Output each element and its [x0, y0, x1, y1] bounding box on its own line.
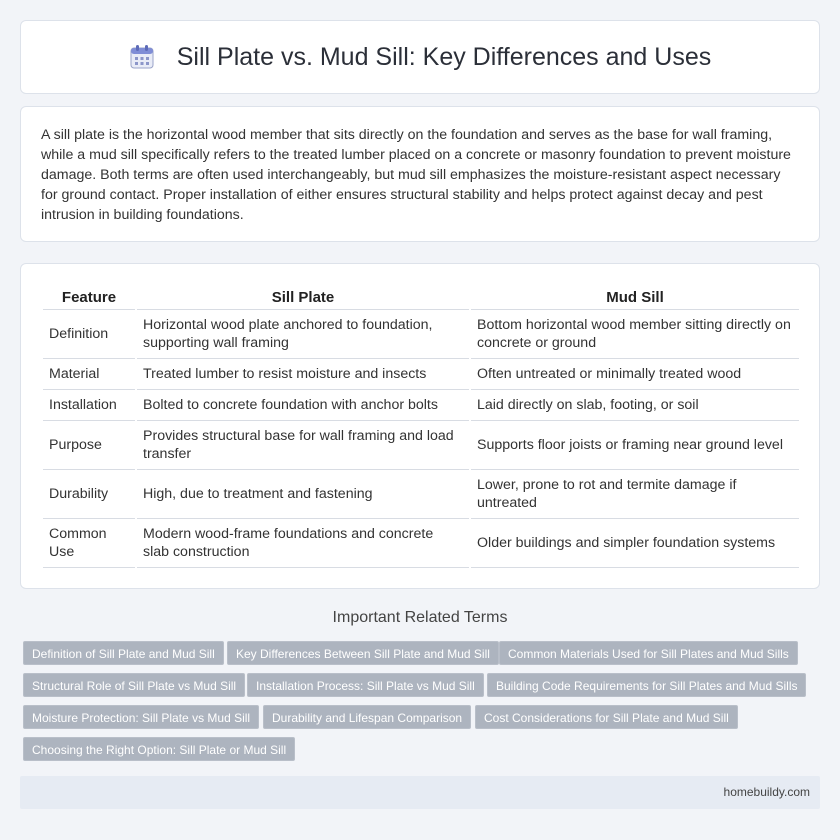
related-term-tag[interactable]: Building Code Requirements for Sill Plates and Mud Sills — [487, 673, 806, 697]
row-sill-plate: High, due to treatment and fastening — [136, 469, 470, 518]
table-row — [43, 309, 799, 358]
row-sill-plate: Horizontal wood plate anchored to foundation, supporting wall framing — [136, 309, 470, 358]
row-feature: Definition — [43, 309, 136, 358]
row-feature: Durability — [43, 469, 136, 518]
table-row — [43, 469, 799, 518]
row-mud-sill: Bottom horizontal wood member sitting directly on concrete or ground — [470, 309, 799, 358]
row-sill-plate: Modern wood-frame foundations and concrete slab construction — [136, 518, 470, 567]
header-mud-sill: Mud Sill — [470, 286, 799, 309]
related-terms-title: Important Related Terms — [332, 609, 508, 626]
page-title: Sill Plate vs. Mud Sill: Key Differences and Uses — [176, 42, 712, 71]
row-feature: Purpose — [43, 420, 136, 469]
comparison-table — [43, 286, 799, 568]
related-term-tag[interactable]: Definition of Sill Plate and Mud Sill — [23, 641, 224, 665]
row-mud-sill: Older buildings and simpler foundation systems — [470, 518, 799, 567]
row-mud-sill: Laid directly on slab, footing, or soil — [470, 389, 799, 420]
related-term-tag[interactable]: Common Materials Used for Sill Plates and Mud Sills — [499, 641, 798, 665]
calendar-icon — [129, 44, 155, 70]
table-row — [43, 420, 799, 469]
related-term-tag[interactable]: Structural Role of Sill Plate vs Mud Sill — [23, 673, 245, 697]
row-sill-plate: Provides structural base for wall framing and load transfer — [136, 420, 470, 469]
related-term-tag[interactable]: Cost Considerations for Sill Plate and Mud Sill — [475, 705, 738, 729]
header-feature: Feature — [43, 286, 136, 309]
row-mud-sill: Lower, prone to rot and termite damage if untreated — [470, 469, 799, 518]
footer-site-link[interactable]: homebuildy.com — [723, 785, 810, 799]
table-row — [43, 358, 799, 389]
related-term-tag[interactable]: Key Differences Between Sill Plate and Mud Sill — [227, 641, 499, 665]
row-mud-sill: Supports floor joists or framing near ground level — [470, 420, 799, 469]
intro-text: A sill plate is the horizontal wood member that sits directly on the foundation and serves as the base for wall framing, while a mud sill specifically refers to the treated lumber placed on a concrete or masonry foundation to prevent moisture damage. Both terms are often used interchangeably, but mud sill emphasizes the moisture-resistant aspect necessary for ground contact. Proper installation of either ensures structural stability and helps protect against decay and pest intrusion in building foundations. — [41, 127, 791, 223]
related-term-tag[interactable]: Installation Process: Sill Plate vs Mud Sill — [247, 673, 484, 697]
related-term-tag[interactable]: Durability and Lifespan Comparison — [263, 705, 471, 729]
row-mud-sill: Often untreated or minimally treated wood — [470, 358, 799, 389]
page-header — [20, 20, 820, 94]
table-row — [43, 518, 799, 567]
footer — [20, 776, 820, 809]
comparison-table-card — [20, 263, 820, 589]
related-term-tag[interactable]: Moisture Protection: Sill Plate vs Mud Sill — [23, 705, 259, 729]
table-row — [43, 389, 799, 420]
row-feature: Common Use — [43, 518, 136, 567]
row-sill-plate: Bolted to concrete foundation with anchor bolts — [136, 389, 470, 420]
row-feature: Installation — [43, 389, 136, 420]
related-term-tag[interactable]: Choosing the Right Option: Sill Plate or Mud Sill — [23, 737, 295, 761]
row-feature: Material — [43, 358, 136, 389]
row-sill-plate: Treated lumber to resist moisture and insects — [136, 358, 470, 389]
intro-section — [20, 106, 820, 242]
header-sill-plate: Sill Plate — [136, 286, 470, 309]
